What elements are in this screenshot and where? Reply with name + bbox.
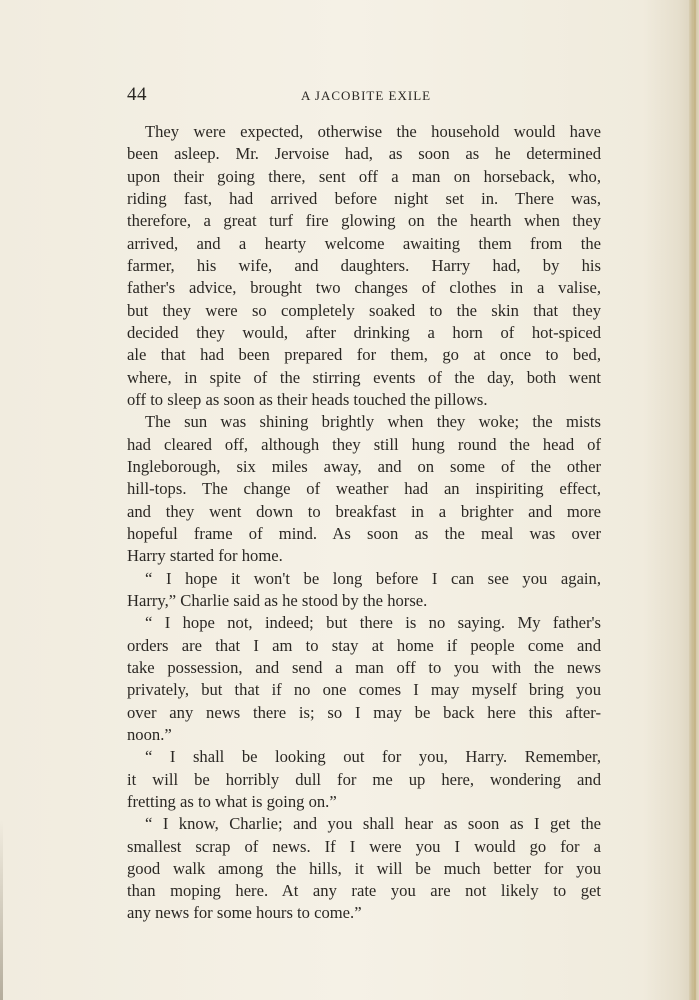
text-line: The sun was shining brightly when they woke; the mists bbox=[145, 412, 601, 432]
text-line: it will be horribly dull for me up here, wondering and bbox=[127, 769, 601, 789]
text-line: arrived, and a hearty welcome awaiting them from the bbox=[127, 233, 601, 253]
text-line: good walk among the hills, it will be much better for you bbox=[127, 858, 601, 878]
text-line: Ingleborough, six miles away, and on some of the other bbox=[127, 456, 601, 476]
text-line: and they went down to breakfast in a brighter and more bbox=[127, 501, 601, 521]
text-line: riding fast, had arrived before night set in. There was, bbox=[127, 188, 601, 208]
text-line: hopeful frame of mind. As soon as the meal was over bbox=[127, 523, 601, 543]
text-line: “ I shall be looking out for you, Harry. Remember, bbox=[145, 747, 601, 767]
text-line: “ I know, Charlie; and you shall hear as soon as I get the bbox=[145, 814, 601, 834]
text-line: orders are that I am to stay at home if people come and bbox=[127, 635, 601, 655]
text-line: been asleep. Mr. Jervoise had, as soon as he determined bbox=[127, 144, 601, 164]
text-line: Harry,” Charlie said as he stood by the horse. bbox=[127, 590, 428, 610]
text-line: had cleared off, although they still hung round the head of bbox=[127, 434, 601, 454]
text-line: fretting as to what is going on.” bbox=[127, 791, 337, 811]
text-line: but they were so completely soaked to the skin that they bbox=[127, 300, 601, 320]
body-text bbox=[127, 121, 601, 925]
text-line: farmer, his wife, and daughters. Harry had, by his bbox=[127, 255, 601, 275]
text-line: father's advice, brought two changes of clothes in a valise, bbox=[127, 278, 601, 298]
text-line: noon.” bbox=[127, 724, 172, 744]
running-head: A JACOBITE EXILE bbox=[301, 88, 432, 103]
text-line: where, in spite of the stirring events of the day, both went bbox=[127, 367, 601, 387]
text-line: hill-tops. The change of weather had an inspiriting effect, bbox=[127, 479, 601, 499]
text-line: over any news there is; so I may be back here this after- bbox=[127, 702, 601, 722]
text-line: therefore, a great turf fire glowing on the hearth when they bbox=[127, 211, 601, 231]
page-number: 44 bbox=[127, 84, 147, 105]
text-line: take possession, and send a man off to you with the news bbox=[127, 657, 601, 677]
text-line: ale that had been prepared for them, go at once to bed, bbox=[127, 345, 601, 365]
text-line: any news for some hours to come.” bbox=[127, 903, 362, 923]
text-line: smallest scrap of news. If I were you I would go for a bbox=[127, 836, 601, 856]
text-line: “ I hope it won't be long before I can see you again, bbox=[145, 568, 601, 588]
binding-shadow bbox=[0, 820, 3, 1000]
page-edge-line bbox=[694, 0, 696, 1000]
text-line: upon their going there, sent off a man on horseback, who, bbox=[127, 166, 601, 186]
page-header bbox=[127, 84, 607, 108]
text-line: than moping here. At any rate you are not likely to get bbox=[127, 881, 601, 901]
text-line: off to sleep as soon as their heads touched the pillows. bbox=[127, 389, 488, 409]
text-line: decided they would, after drinking a horn of hot-spiced bbox=[127, 322, 601, 342]
text-line: privately, but that if no one comes I may myself bring you bbox=[127, 680, 601, 700]
text-line: “ I hope not, indeed; but there is no saying. My father's bbox=[145, 613, 601, 633]
text-line: Harry started for home. bbox=[127, 546, 283, 566]
text-line: They were expected, otherwise the household would have bbox=[145, 122, 601, 141]
